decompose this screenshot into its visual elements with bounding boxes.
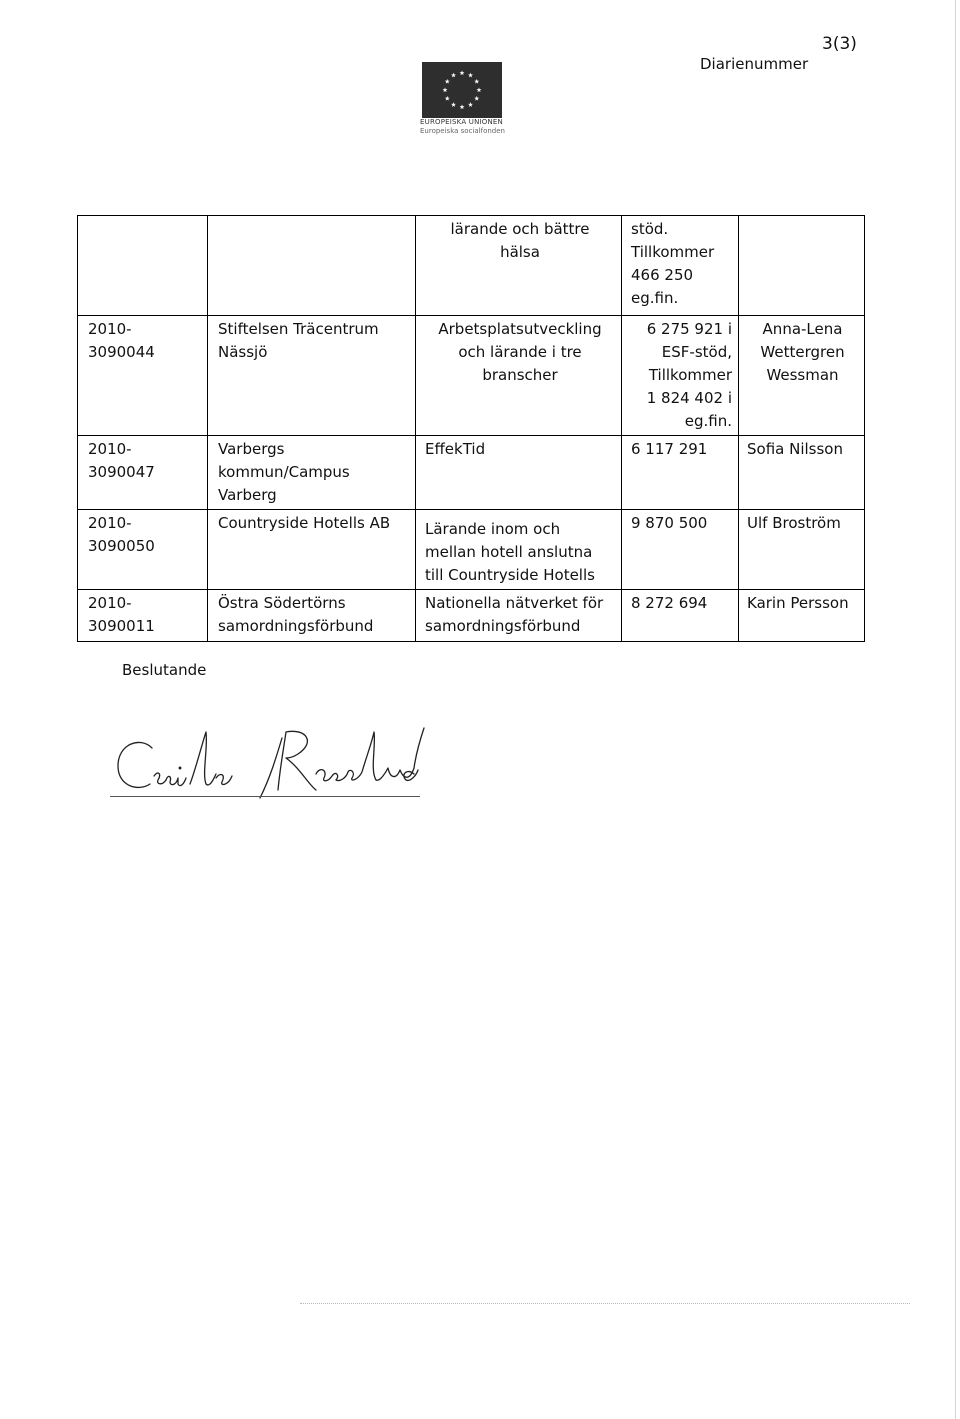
- table-cell-amount: 8 272 694: [622, 590, 739, 642]
- eu-logo-text: EUROPEISKA UNIONEN: [420, 118, 503, 126]
- table-cell-contact: Anna-Lena Wettergren Wessman: [739, 316, 865, 436]
- table-cell-id: 2010- 3090047: [78, 436, 208, 510]
- esf-logo-text: Europeiska socialfonden: [420, 127, 505, 135]
- table-cell-contact: Karin Persson: [739, 590, 865, 642]
- table-row: [78, 510, 865, 590]
- table-cell-contact: Ulf Broström: [739, 510, 865, 590]
- handwritten-signature: [110, 718, 440, 808]
- table-cell-amount: stöd. Tillkommer 466 250 eg.fin.: [622, 216, 739, 316]
- table-cell-org: Countryside Hotells AB: [208, 510, 416, 590]
- table-cell-id: 2010- 3090044: [78, 316, 208, 436]
- table-row: [78, 590, 865, 642]
- eu-flag-icon: [422, 62, 502, 118]
- table-row: [78, 316, 865, 436]
- beslutande-label: Beslutande: [122, 661, 207, 679]
- scan-artifact-line: [300, 1303, 910, 1304]
- table-cell-contact: [739, 216, 865, 316]
- table-cell-amount: 6 275 921 i ESF-stöd, Tillkommer 1 824 402 i eg.fin.: [622, 316, 739, 436]
- table-cell-project: Nationella nätverket för samordningsförbund: [416, 590, 622, 642]
- table-cell-amount: 9 870 500: [622, 510, 739, 590]
- table-row: [78, 436, 865, 510]
- table-cell-org: Varbergs kommun/Campus Varberg: [208, 436, 416, 510]
- table-cell-project: Arbetsplatsutveckling och lärande i tre branscher: [416, 316, 622, 436]
- table-cell-org: [208, 216, 416, 316]
- table-cell-project: Lärande inom och mellan hotell anslutna till Countryside Hotells: [416, 510, 622, 590]
- table-cell-id: 2010- 3090050: [78, 510, 208, 590]
- eu-flag-svg: [422, 62, 502, 118]
- table-cell-amount: 6 117 291: [622, 436, 739, 510]
- diarienummer-label: Diarienummer: [700, 55, 809, 73]
- table-cell-contact: Sofia Nilsson: [739, 436, 865, 510]
- table-cell-id: [78, 216, 208, 316]
- table-row: [78, 216, 865, 316]
- scan-edge-line: [955, 0, 956, 1419]
- page-number: 3(3): [822, 34, 857, 54]
- table-cell-project: lärande och bättre hälsa: [416, 216, 622, 316]
- table-cell-org: Östra Södertörns samordningsförbund: [208, 590, 416, 642]
- signature-line: [110, 796, 420, 797]
- table-cell-org: Stiftelsen Träcentrum Nässjö: [208, 316, 416, 436]
- table-cell-project: EffekTid: [416, 436, 622, 510]
- table-cell-id: 2010- 3090011: [78, 590, 208, 642]
- grant-table: [77, 215, 865, 642]
